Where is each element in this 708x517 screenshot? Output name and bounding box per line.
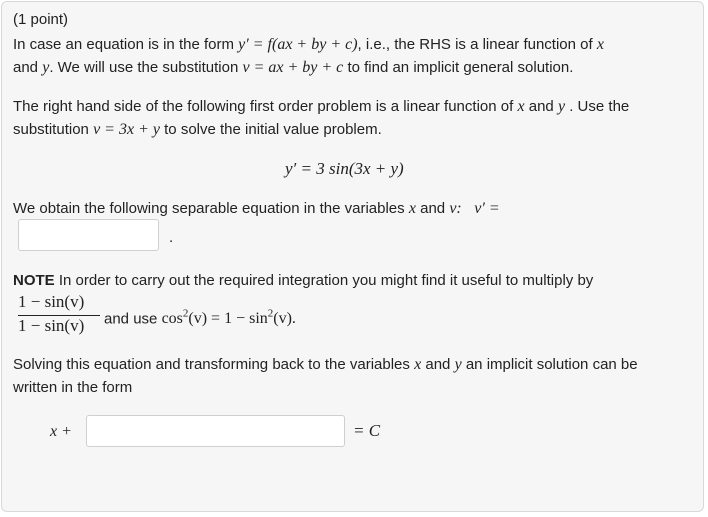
note-label: NOTE <box>13 272 55 289</box>
solution-var-y: y <box>454 356 462 373</box>
solution-var-x: x <box>414 356 422 373</box>
intro-text-1: In case an equation is in the form <box>13 36 234 53</box>
separable-text-1: We obtain the following separable equation in the variables <box>13 200 405 217</box>
solution-text-line-2: written in the form <box>13 379 133 396</box>
separable-text-line <box>13 198 500 220</box>
problem-text-4: substitution <box>13 121 89 138</box>
problem-text-3: . Use the <box>569 98 630 115</box>
note-identity-line <box>104 303 296 330</box>
identity-cos: cos <box>161 310 183 328</box>
note-text-2: and use <box>104 310 158 328</box>
note-fraction <box>18 292 102 338</box>
separable-var-v: v: <box>449 200 462 217</box>
problem-text-line-1 <box>13 96 629 118</box>
problem-text-2: and <box>528 98 554 115</box>
note-text-line <box>13 270 593 292</box>
identity-cos-power: 2 <box>182 308 189 320</box>
problem-var-y: y <box>557 98 566 115</box>
solution-suffix: = C <box>353 421 381 440</box>
note-text-1: In order to carry out the required integration you might find it useful to multiply by <box>58 272 594 289</box>
intro-form-equation: y′ = f(ax + by + c) <box>238 36 358 53</box>
fraction-numerator: 1 − sin(v) <box>18 292 85 311</box>
identity-sin-power: 2 <box>267 308 274 320</box>
solution-text-2: and <box>425 356 451 373</box>
separable-period: . <box>169 229 174 246</box>
problem-text-5: to solve the initial value problem. <box>164 121 382 138</box>
problem-var-x: x <box>517 98 525 115</box>
problem-text-line-2 <box>13 119 382 141</box>
identity-middle: (v) = 1 − sin <box>188 310 268 328</box>
problem-text-1: The right hand side of the following first order problem is a linear function of <box>13 98 514 115</box>
solution-text-3: an implicit solution can be <box>465 356 638 373</box>
trig-identity <box>162 310 296 327</box>
intro-text-line-1 <box>13 34 604 56</box>
points-label: (1 point) <box>13 11 69 28</box>
solution-text-1: Solving this equation and transforming back to the variables <box>13 356 410 373</box>
solution-text-line-1 <box>13 354 638 376</box>
intro-text-2: , i.e., the RHS is a linear function of <box>357 36 593 53</box>
separable-text-2: and <box>420 200 446 217</box>
problem-panel <box>1 1 704 512</box>
problem-substitution-equation: v = 3x + y <box>93 121 160 138</box>
intro-substitution-equation: v = ax + by + c <box>242 59 344 76</box>
intro-text-4: . We will use the substitution <box>49 59 239 76</box>
intro-var-y: y <box>42 59 50 76</box>
fraction-denominator: 1 − sin(v) <box>18 316 85 335</box>
separable-var-x: x <box>408 200 416 217</box>
separable-answer-input[interactable] <box>18 219 159 251</box>
solution-answer-input[interactable] <box>86 415 345 447</box>
identity-end: (v). <box>273 310 296 328</box>
separable-lhs: v′ = <box>474 200 500 217</box>
intro-text-3: and <box>13 59 39 76</box>
ivp-equation: y′ = 3 sin(3x + y) <box>285 159 404 178</box>
intro-text-5: to find an implicit general solution. <box>347 59 574 76</box>
intro-var-x: x <box>596 36 604 53</box>
intro-text-line-2 <box>13 57 573 79</box>
solution-prefix: x + <box>50 423 72 440</box>
